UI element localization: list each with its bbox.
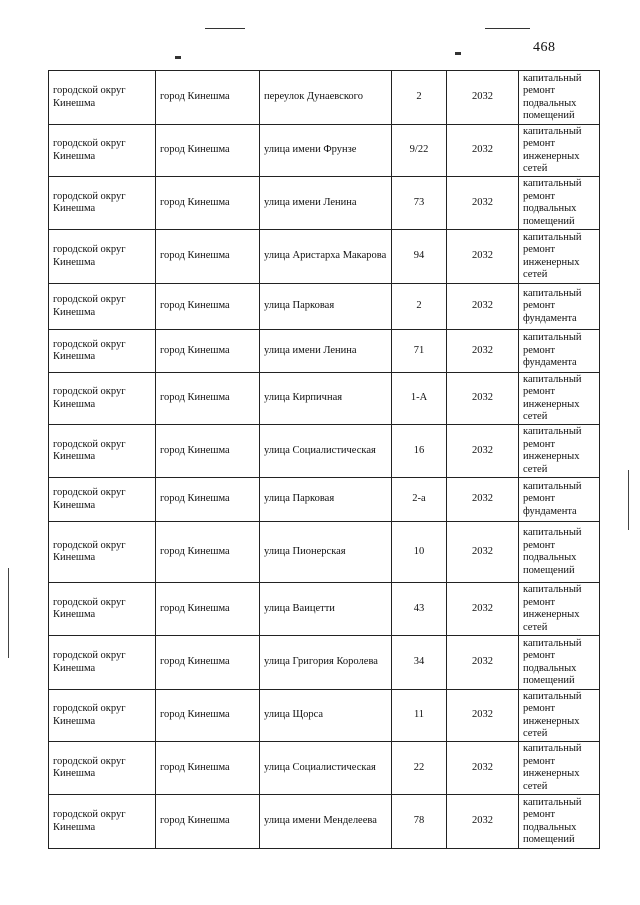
okrug-cell: городской округ Кинешма xyxy=(49,690,156,742)
year-cell: 2032 xyxy=(447,284,519,330)
house-number-cell: 11 xyxy=(392,690,447,742)
okrug-cell: городской округ Кинешма xyxy=(49,177,156,230)
okrug-cell: городской округ Кинешма xyxy=(49,71,156,125)
scan-mark xyxy=(205,28,245,29)
work-type-cell: капитальный ремонт подвальных помещений xyxy=(519,636,600,690)
street-cell: переулок Дунаевского xyxy=(260,71,392,125)
street-cell: улица Парковая xyxy=(260,478,392,522)
table-row xyxy=(49,284,600,330)
city-cell: город Кинешма xyxy=(156,742,260,795)
table-row xyxy=(49,742,600,795)
year-cell: 2032 xyxy=(447,742,519,795)
table-row xyxy=(49,478,600,522)
house-number-cell: 71 xyxy=(392,330,447,373)
okrug-cell: городской округ Кинешма xyxy=(49,478,156,522)
house-number-cell: 2 xyxy=(392,71,447,125)
house-number-cell: 16 xyxy=(392,425,447,478)
year-cell: 2032 xyxy=(447,330,519,373)
house-number-cell: 22 xyxy=(392,742,447,795)
okrug-cell: городской округ Кинешма xyxy=(49,583,156,636)
work-type-cell: капитальный ремонт фундамента xyxy=(519,284,600,330)
street-cell: улица Щорса xyxy=(260,690,392,742)
street-cell: улица Социалистическая xyxy=(260,742,392,795)
table-row xyxy=(49,177,600,230)
year-cell: 2032 xyxy=(447,522,519,583)
work-type-cell: капитальный ремонт подвальных помещений xyxy=(519,177,600,230)
okrug-cell: городской округ Кинешма xyxy=(49,742,156,795)
page-number: 468 xyxy=(533,40,556,55)
house-number-cell: 1-А xyxy=(392,373,447,425)
table-row xyxy=(49,583,600,636)
street-cell: улица имени Фрунзе xyxy=(260,125,392,177)
year-cell: 2032 xyxy=(447,125,519,177)
okrug-cell: городской округ Кинешма xyxy=(49,284,156,330)
house-number-cell: 9/22 xyxy=(392,125,447,177)
house-number-cell: 2 xyxy=(392,284,447,330)
work-type-cell: капитальный ремонт подвальных помещений xyxy=(519,71,600,125)
street-cell: улица Аристарха Макарова xyxy=(260,230,392,284)
city-cell: город Кинешма xyxy=(156,230,260,284)
scan-mark xyxy=(455,52,461,55)
city-cell: город Кинешма xyxy=(156,177,260,230)
table-row xyxy=(49,330,600,373)
table-row xyxy=(49,690,600,742)
scan-edge-mark xyxy=(628,470,629,530)
table-row xyxy=(49,636,600,690)
scan-edge-mark xyxy=(8,568,9,658)
table-row xyxy=(49,71,600,125)
street-cell: улица имени Ленина xyxy=(260,177,392,230)
year-cell: 2032 xyxy=(447,71,519,125)
table-row xyxy=(49,425,600,478)
city-cell: город Кинешма xyxy=(156,636,260,690)
work-type-cell: капитальный ремонт инженерных сетей xyxy=(519,583,600,636)
street-cell: улица Социалистическая xyxy=(260,425,392,478)
year-cell: 2032 xyxy=(447,373,519,425)
work-type-cell: капитальный ремонт инженерных сетей xyxy=(519,742,600,795)
year-cell: 2032 xyxy=(447,478,519,522)
city-cell: город Кинешма xyxy=(156,284,260,330)
year-cell: 2032 xyxy=(447,690,519,742)
okrug-cell: городской округ Кинешма xyxy=(49,230,156,284)
house-number-cell: 10 xyxy=(392,522,447,583)
year-cell: 2032 xyxy=(447,583,519,636)
work-type-cell: капитальный ремонт фундамента xyxy=(519,330,600,373)
work-type-cell: капитальный ремонт подвальных помещений xyxy=(519,795,600,849)
table-row xyxy=(49,125,600,177)
work-type-cell: капитальный ремонт инженерных сетей xyxy=(519,690,600,742)
city-cell: город Кинешма xyxy=(156,583,260,636)
house-number-cell: 73 xyxy=(392,177,447,230)
table-row xyxy=(49,230,600,284)
street-cell: улица Григория Королева xyxy=(260,636,392,690)
house-number-cell: 43 xyxy=(392,583,447,636)
okrug-cell: городской округ Кинешма xyxy=(49,522,156,583)
city-cell: город Кинешма xyxy=(156,425,260,478)
year-cell: 2032 xyxy=(447,230,519,284)
year-cell: 2032 xyxy=(447,636,519,690)
street-cell: улица Парковая xyxy=(260,284,392,330)
okrug-cell: городской округ Кинешма xyxy=(49,636,156,690)
work-type-cell: капитальный ремонт подвальных помещений xyxy=(519,522,600,583)
city-cell: город Кинешма xyxy=(156,125,260,177)
okrug-cell: городской округ Кинешма xyxy=(49,330,156,373)
work-type-cell: капитальный ремонт инженерных сетей xyxy=(519,425,600,478)
scan-mark xyxy=(175,56,181,59)
house-number-cell: 78 xyxy=(392,795,447,849)
work-type-cell: капитальный ремонт инженерных сетей xyxy=(519,230,600,284)
work-type-cell: капитальный ремонт инженерных сетей xyxy=(519,373,600,425)
okrug-cell: городской округ Кинешма xyxy=(49,425,156,478)
year-cell: 2032 xyxy=(447,425,519,478)
repair-schedule-table xyxy=(48,70,600,849)
street-cell: улица Пионерская xyxy=(260,522,392,583)
scan-mark xyxy=(485,28,530,29)
okrug-cell: городской округ Кинешма xyxy=(49,373,156,425)
year-cell: 2032 xyxy=(447,177,519,230)
house-number-cell: 2-а xyxy=(392,478,447,522)
city-cell: город Кинешма xyxy=(156,330,260,373)
house-number-cell: 34 xyxy=(392,636,447,690)
city-cell: город Кинешма xyxy=(156,373,260,425)
work-type-cell: капитальный ремонт инженерных сетей xyxy=(519,125,600,177)
city-cell: город Кинешма xyxy=(156,71,260,125)
year-cell: 2032 xyxy=(447,795,519,849)
street-cell: улица имени Ленина xyxy=(260,330,392,373)
street-cell: улица Кирпичная xyxy=(260,373,392,425)
street-cell: улица Ваицетти xyxy=(260,583,392,636)
table-row xyxy=(49,795,600,849)
table-row xyxy=(49,522,600,583)
city-cell: город Кинешма xyxy=(156,522,260,583)
okrug-cell: городской округ Кинешма xyxy=(49,125,156,177)
okrug-cell: городской округ Кинешма xyxy=(49,795,156,849)
city-cell: город Кинешма xyxy=(156,795,260,849)
work-type-cell: капитальный ремонт фундамента xyxy=(519,478,600,522)
house-number-cell: 94 xyxy=(392,230,447,284)
city-cell: город Кинешма xyxy=(156,690,260,742)
table-row xyxy=(49,373,600,425)
city-cell: город Кинешма xyxy=(156,478,260,522)
street-cell: улица имени Менделеева xyxy=(260,795,392,849)
